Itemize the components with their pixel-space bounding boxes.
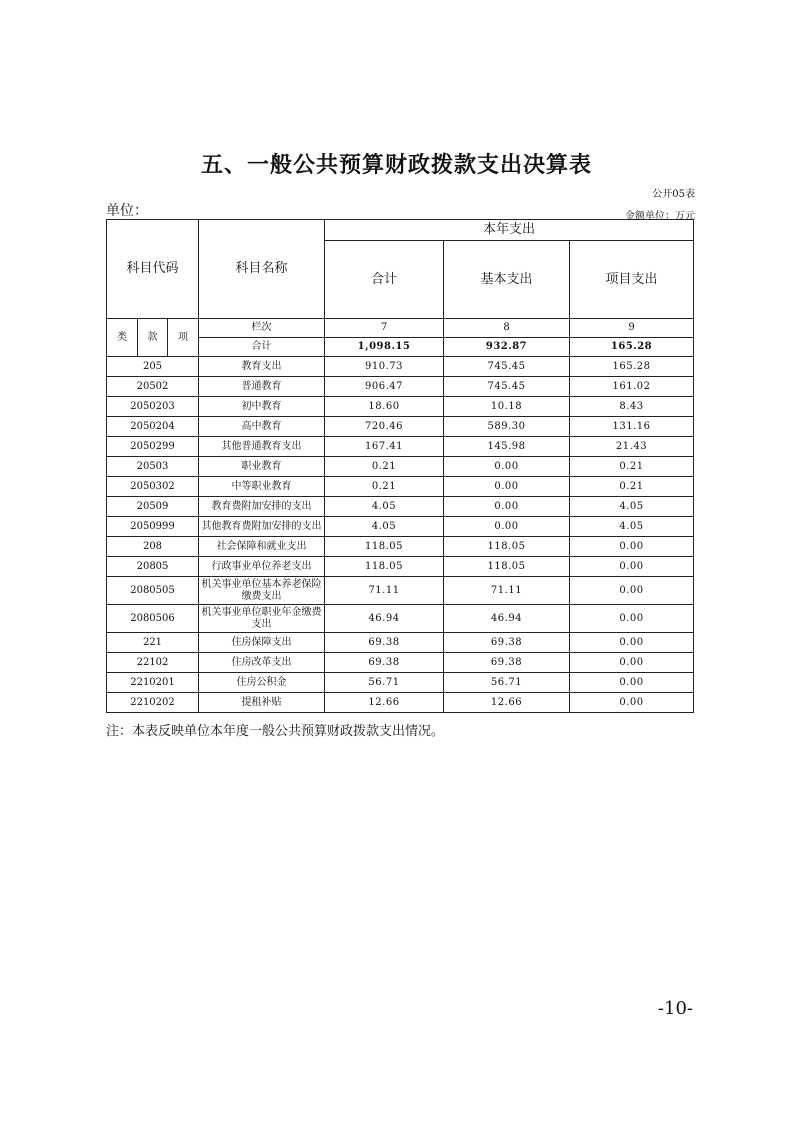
table-row — [107, 577, 694, 605]
row-basic: 745.45 — [444, 357, 570, 377]
row-basic: 56.71 — [444, 673, 570, 693]
row-code: 2050299 — [107, 437, 199, 457]
row-project: 0.00 — [570, 557, 694, 577]
row-total: 71.11 — [325, 577, 444, 605]
row-total: 4.05 — [325, 497, 444, 517]
row-basic: 0.00 — [444, 477, 570, 497]
row-name: 提租补贴 — [199, 693, 325, 713]
row-basic: 0.00 — [444, 497, 570, 517]
row-project: 0.00 — [570, 537, 694, 557]
row-name: 职业教育 — [199, 457, 325, 477]
table-row — [107, 417, 694, 437]
row-basic: 10.18 — [444, 397, 570, 417]
total-row-project: 165.28 — [570, 338, 694, 357]
row-project: 4.05 — [570, 517, 694, 537]
table-row — [107, 437, 694, 457]
table-row — [107, 673, 694, 693]
row-code: 20509 — [107, 497, 199, 517]
unit-label: 单位： — [106, 203, 148, 219]
row-code: 20503 — [107, 457, 199, 477]
header-basic: 基本支出 — [444, 241, 570, 319]
row-code: 2080505 — [107, 577, 199, 605]
row-project: 0.00 — [570, 633, 694, 653]
page-title: 五、一般公共预算财政拨款支出决算表 — [200, 153, 592, 178]
row-basic: 69.38 — [444, 633, 570, 653]
total-row-total: 1,098.15 — [325, 338, 444, 357]
row-project: 0.21 — [570, 477, 694, 497]
row-code: 221 — [107, 633, 199, 653]
row-name: 其他教育费附加安排的支出 — [199, 517, 325, 537]
column-no-project: 9 — [570, 319, 694, 338]
row-name: 初中教育 — [199, 397, 325, 417]
row-code: 2050203 — [107, 397, 199, 417]
table-row — [107, 397, 694, 417]
row-total: 69.38 — [325, 653, 444, 673]
page-number: -10- — [657, 998, 693, 1019]
row-code: 205 — [107, 357, 199, 377]
row-project: 0.00 — [570, 577, 694, 605]
row-project: 165.28 — [570, 357, 694, 377]
row-total: 118.05 — [325, 557, 444, 577]
table-row — [107, 457, 694, 477]
column-no-total: 7 — [325, 319, 444, 338]
row-project: 21.43 — [570, 437, 694, 457]
row-name: 住房改革支出 — [199, 653, 325, 673]
header-project: 项目支出 — [570, 241, 694, 319]
row-name: 教育费附加安排的支出 — [199, 497, 325, 517]
table-row — [107, 477, 694, 497]
row-name: 高中教育 — [199, 417, 325, 437]
row-basic: 69.38 — [444, 653, 570, 673]
header-total: 合计 — [325, 241, 444, 319]
row-code: 2050302 — [107, 477, 199, 497]
header-kuan: 款 — [138, 319, 168, 357]
row-basic: 589.30 — [444, 417, 570, 437]
row-total: 118.05 — [325, 537, 444, 557]
row-code: 20502 — [107, 377, 199, 397]
row-project: 161.02 — [570, 377, 694, 397]
header-code: 科目代码 — [107, 220, 199, 319]
row-code: 208 — [107, 537, 199, 557]
row-code: 2080506 — [107, 605, 199, 633]
row-basic: 118.05 — [444, 557, 570, 577]
row-code: 22102 — [107, 653, 199, 673]
row-basic: 0.00 — [444, 457, 570, 477]
row-total: 906.47 — [325, 377, 444, 397]
table-row — [107, 537, 694, 557]
row-name: 其他普通教育支出 — [199, 437, 325, 457]
row-name: 中等职业教育 — [199, 477, 325, 497]
expenditure-table — [106, 219, 694, 713]
row-project: 131.16 — [570, 417, 694, 437]
form-number: 公开05表 — [652, 189, 695, 200]
table-row — [107, 693, 694, 713]
row-total: 0.21 — [325, 477, 444, 497]
row-total: 910.73 — [325, 357, 444, 377]
row-code: 2210201 — [107, 673, 199, 693]
row-total: 12.66 — [325, 693, 444, 713]
header-name: 科目名称 — [199, 220, 325, 319]
row-name: 住房公积金 — [199, 673, 325, 693]
table-row — [107, 557, 694, 577]
row-code: 2210202 — [107, 693, 199, 713]
table-row — [107, 357, 694, 377]
row-code: 2050999 — [107, 517, 199, 537]
row-name: 教育支出 — [199, 357, 325, 377]
row-code: 20805 — [107, 557, 199, 577]
row-code: 2050204 — [107, 417, 199, 437]
row-basic: 745.45 — [444, 377, 570, 397]
row-project: 0.00 — [570, 653, 694, 673]
row-total: 46.94 — [325, 605, 444, 633]
total-row-basic: 932.87 — [444, 338, 570, 357]
table-row — [107, 377, 694, 397]
row-name: 普通教育 — [199, 377, 325, 397]
row-total: 4.05 — [325, 517, 444, 537]
row-name: 机关事业单位职业年金缴费支出 — [199, 605, 325, 633]
row-total: 0.21 — [325, 457, 444, 477]
row-project: 0.21 — [570, 457, 694, 477]
total-row-label: 合计 — [199, 338, 325, 357]
row-name: 行政事业单位养老支出 — [199, 557, 325, 577]
row-project: 0.00 — [570, 605, 694, 633]
amount-unit: 金额单位：万元 — [625, 211, 695, 222]
row-total: 18.60 — [325, 397, 444, 417]
row-basic: 0.00 — [444, 517, 570, 537]
row-project: 0.00 — [570, 693, 694, 713]
footnote: 注：本表反映单位本年度一般公共预算财政拨款支出情况。 — [106, 724, 445, 739]
table-row — [107, 517, 694, 537]
row-name: 住房保障支出 — [199, 633, 325, 653]
row-basic: 71.11 — [444, 577, 570, 605]
row-name: 机关事业单位基本养老保险缴费支出 — [199, 577, 325, 605]
row-basic: 145.98 — [444, 437, 570, 457]
row-project: 8.43 — [570, 397, 694, 417]
row-name: 社会保障和就业支出 — [199, 537, 325, 557]
header-xiang: 项 — [168, 319, 199, 357]
row-total: 69.38 — [325, 633, 444, 653]
row-basic: 118.05 — [444, 537, 570, 557]
header-column-no: 栏次 — [199, 319, 325, 338]
row-basic: 46.94 — [444, 605, 570, 633]
header-current-year: 本年支出 — [325, 220, 694, 241]
table-row — [107, 653, 694, 673]
table-row — [107, 633, 694, 653]
header-lei: 类 — [107, 319, 138, 357]
row-project: 4.05 — [570, 497, 694, 517]
row-total: 167.41 — [325, 437, 444, 457]
row-total: 720.46 — [325, 417, 444, 437]
column-no-basic: 8 — [444, 319, 570, 338]
row-project: 0.00 — [570, 673, 694, 693]
row-total: 56.71 — [325, 673, 444, 693]
table-row — [107, 497, 694, 517]
table-row — [107, 605, 694, 633]
row-basic: 12.66 — [444, 693, 570, 713]
